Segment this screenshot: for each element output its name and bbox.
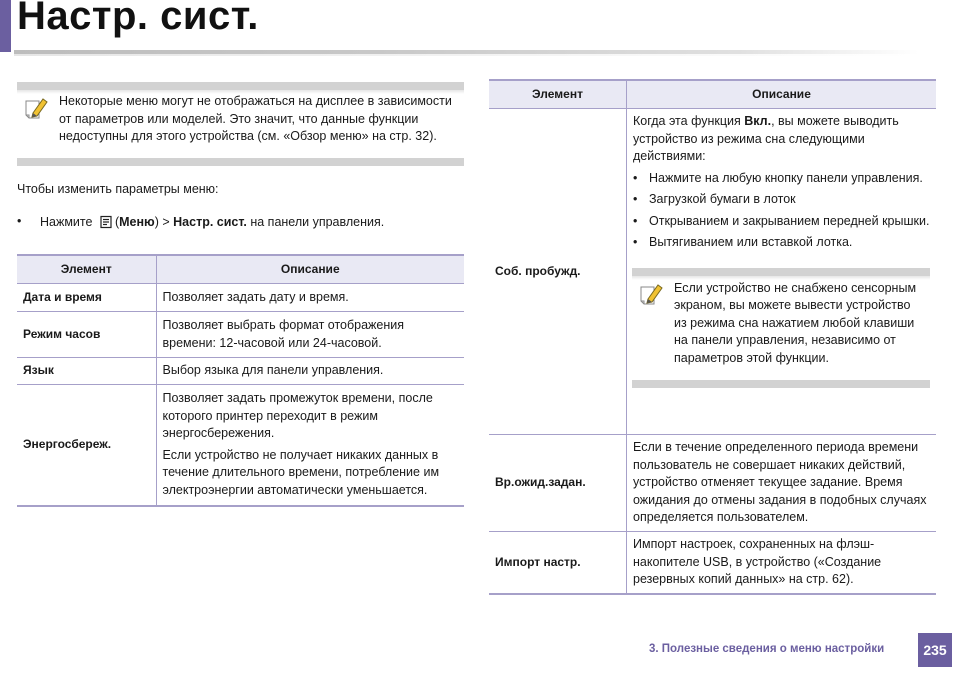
table-row [17, 385, 464, 506]
page-title: Настр. сист. [17, 0, 259, 38]
settings-table-left [17, 254, 464, 507]
note-box [17, 82, 464, 166]
note-line: от параметров или моделей. Это значит, что данные функции [59, 111, 419, 126]
row-item: Энергосбереж. [17, 385, 156, 506]
column-header-item: Элемент [17, 255, 156, 284]
list-item: • Открыванием и закрыванием передней крышки. [633, 213, 930, 231]
row-item: Импорт настр. [489, 532, 627, 594]
list-item: • Загрузкой бумаги в лоток [633, 191, 930, 209]
row-description [156, 385, 464, 506]
intro-prefix: Когда эта функция [633, 114, 741, 128]
note-line: Если устройство не снабжено сенсорным [674, 280, 917, 295]
table-row [17, 312, 464, 358]
wake-actions-list [633, 170, 930, 252]
table-row [489, 435, 936, 532]
row-item: Режим часов [17, 312, 156, 358]
description-paragraph [633, 113, 930, 166]
row-item: Язык [17, 358, 156, 385]
row-item: Дата и время [17, 284, 156, 312]
intro-suffix: , вы можете выводить устройство из режима сна следующими действиями: [633, 114, 899, 163]
bullet: • [17, 214, 22, 228]
note-line: недоступны для этого устройства (см. «Обзор меню» на стр. 32). [59, 129, 437, 143]
note-line: из режима сна нажатием любой клавиши [674, 315, 915, 330]
footer-section-link[interactable]: 3. Полезные сведения о меню настройки [649, 643, 885, 655]
table-row [489, 109, 936, 435]
description-paragraph: Позволяет задать промежуток времени, после которого принтер переходит в режим энергосбережения. [162, 391, 433, 441]
row-description: Если в течение определенного периода времени пользователь не совершает никаких действий, устройство отменяет текущее задание. Время ожидания до отмены задания в подобных случаях определяется пользователем. [627, 435, 937, 532]
row-item: Соб. пробужд. [489, 109, 627, 435]
column-header-item: Элемент [489, 80, 627, 109]
instruction-prefix: Нажмите [40, 215, 93, 229]
instruction-paren-close: ) > [154, 215, 170, 229]
menu-icon [99, 215, 113, 235]
note-line: на панели управления, независимо от [674, 333, 896, 347]
note-pencil-icon [23, 96, 49, 122]
instruction-line [40, 214, 384, 235]
table-row [489, 532, 936, 594]
table-header-row [17, 255, 464, 284]
list-item: • Нажмите на любую кнопку панели управления. [633, 170, 930, 188]
row-description: Импорт настроек, сохраненных на флэш-накопителе USB, в устройство («Создание резервных копий данных» на стр. 62). [627, 532, 937, 594]
title-accent-bar [0, 0, 11, 52]
target-label: Настр. сист. [173, 215, 247, 229]
page-number: 235 [918, 633, 952, 667]
row-description: Позволяет выбрать формат отображения времени: 12-часовой или 24-часовой. [156, 312, 464, 358]
settings-table-right [489, 79, 936, 595]
table-row [17, 284, 464, 312]
intro-bold: Вкл. [744, 114, 772, 128]
note-box [632, 268, 930, 388]
table-header-row [489, 80, 936, 109]
note-line: параметров этой функции. [674, 350, 829, 365]
row-item: Вр.ожид.задан. [489, 435, 627, 532]
note-pencil-icon [638, 282, 664, 308]
intro-text: Чтобы изменить параметры меню: [17, 182, 219, 196]
title-divider-shadow [14, 54, 914, 56]
table-row [17, 358, 464, 385]
list-item: • Вытягиванием или вставкой лотка. [633, 234, 930, 252]
row-description: Позволяет задать дату и время. [156, 284, 464, 312]
menu-label: Меню [119, 215, 155, 229]
row-description [627, 109, 937, 435]
instruction-suffix: на панели управления. [250, 215, 385, 229]
note-line: Некоторые меню могут не отображаться на дисплее в зависимости [59, 94, 452, 108]
instruction-paren-open: ( [114, 215, 120, 229]
row-description: Выбор языка для панели управления. [156, 358, 464, 385]
note-line: экраном, вы можете вывести устройство [674, 298, 911, 312]
column-header-description: Описание [627, 80, 937, 109]
description-paragraph: Если устройство не получает никаких данных в течение длительного времени, потребление им электроэнергии автоматически уменьшается. [162, 447, 440, 497]
column-header-description: Описание [156, 255, 464, 284]
